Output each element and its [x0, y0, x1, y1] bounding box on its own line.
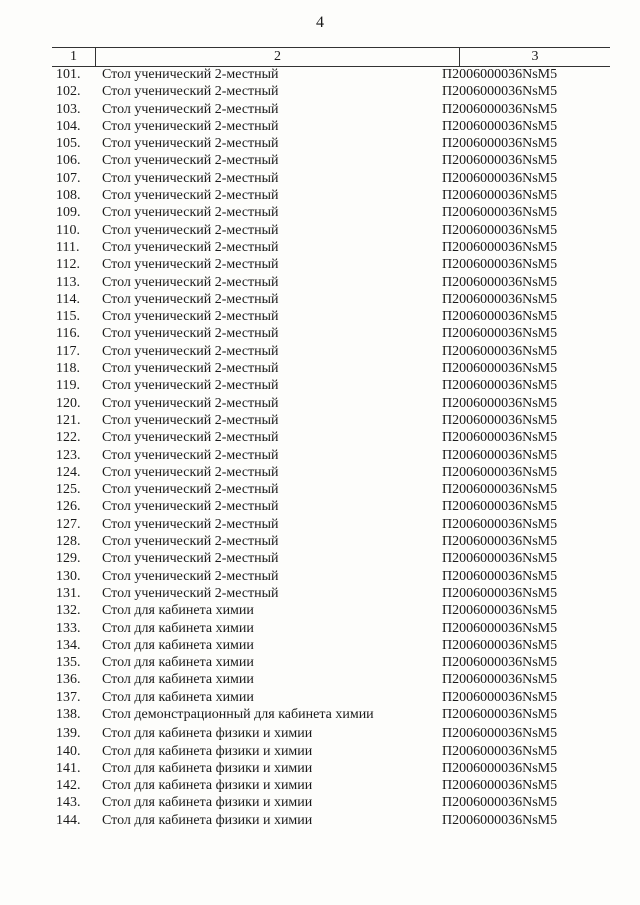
row-item-name: Стол ученический 2-местный — [102, 257, 279, 273]
table-row — [52, 498, 610, 515]
table-row — [52, 118, 610, 135]
table-row — [52, 794, 610, 811]
row-inventory-code: П2006000036NsM5 — [442, 447, 558, 463]
table-row — [52, 222, 610, 239]
row-inventory-code: П2006000036NsM5 — [442, 760, 558, 776]
row-item-name: Стол ученический 2-местный — [102, 291, 279, 307]
row-inventory-code: П2006000036NsM5 — [442, 464, 558, 480]
row-inventory-code: П2006000036NsM5 — [442, 153, 558, 169]
table-row — [52, 360, 610, 377]
row-number: 112. — [56, 257, 80, 273]
table-row — [52, 101, 610, 118]
row-number: 123. — [56, 447, 81, 463]
row-number: 128. — [56, 534, 81, 550]
row-inventory-code: П2006000036NsM5 — [442, 585, 558, 601]
row-inventory-code: П2006000036NsM5 — [442, 291, 558, 307]
row-item-name: Стол ученический 2-местный — [102, 395, 279, 411]
table-row — [52, 66, 610, 83]
row-item-name: Стол ученический 2-местный — [102, 568, 279, 584]
row-inventory-code: П2006000036NsM5 — [442, 743, 558, 759]
row-number: 130. — [56, 568, 81, 584]
table-row — [52, 585, 610, 602]
table-row — [52, 533, 610, 550]
table-row — [52, 620, 610, 637]
row-number: 114. — [56, 291, 80, 307]
table-row — [52, 187, 610, 204]
row-number: 136. — [56, 672, 81, 688]
row-item-name: Стол ученический 2-местный — [102, 101, 279, 117]
row-number: 125. — [56, 482, 81, 498]
row-item-name: Стол ученический 2-местный — [102, 499, 279, 515]
row-item-name: Стол ученический 2-местный — [102, 412, 279, 428]
row-item-name: Стол ученический 2-местный — [102, 585, 279, 601]
row-inventory-code: П2006000036NsM5 — [442, 343, 558, 359]
row-item-name: Стол ученический 2-местный — [102, 170, 279, 186]
row-number: 129. — [56, 551, 81, 567]
table-row — [52, 602, 610, 619]
row-item-name: Стол ученический 2-местный — [102, 136, 279, 152]
table-row — [52, 654, 610, 671]
table-row — [52, 743, 610, 760]
row-item-name: Стол ученический 2-местный — [102, 274, 279, 290]
row-number: 102. — [56, 84, 81, 100]
row-inventory-code: П2006000036NsM5 — [442, 620, 558, 636]
table-row — [52, 377, 610, 394]
row-item-name: Стол для кабинета физики и химии — [102, 743, 313, 759]
row-item-name: Стол для кабинета химии — [102, 689, 254, 705]
row-item-name: Стол для кабинета физики и химии — [102, 760, 313, 776]
row-item-name: Стол ученический 2-местный — [102, 118, 279, 134]
row-item-name: Стол ученический 2-местный — [102, 343, 279, 359]
row-number: 105. — [56, 136, 81, 152]
row-inventory-code: П2006000036NsM5 — [442, 516, 558, 532]
row-number: 137. — [56, 689, 81, 705]
row-item-name: Стол ученический 2-местный — [102, 239, 279, 255]
table-row — [52, 464, 610, 481]
row-item-name: Стол ученический 2-местный — [102, 188, 279, 204]
table-row — [52, 135, 610, 152]
table-row — [52, 447, 610, 464]
table-row — [52, 291, 610, 308]
row-number: 127. — [56, 516, 81, 532]
row-item-name: Стол ученический 2-местный — [102, 516, 279, 532]
row-number: 107. — [56, 170, 81, 186]
row-number: 135. — [56, 655, 81, 671]
row-item-name: Стол ученический 2-местный — [102, 361, 279, 377]
row-number: 106. — [56, 153, 81, 169]
row-inventory-code: П2006000036NsM5 — [442, 361, 558, 377]
table-row — [52, 325, 610, 342]
row-item-name: Стол ученический 2-местный — [102, 222, 279, 238]
row-inventory-code: П2006000036NsM5 — [442, 412, 558, 428]
table-row — [52, 706, 610, 723]
table-row — [52, 725, 610, 742]
row-inventory-code: П2006000036NsM5 — [442, 430, 558, 446]
row-inventory-code: П2006000036NsM5 — [442, 603, 558, 619]
row-inventory-code: П2006000036NsM5 — [442, 568, 558, 584]
table-row — [52, 83, 610, 100]
row-inventory-code: П2006000036NsM5 — [442, 395, 558, 411]
row-inventory-code: П2006000036NsM5 — [442, 205, 558, 221]
row-number: 139. — [56, 726, 81, 742]
row-number: 141. — [56, 760, 81, 776]
row-item-name: Стол для кабинета химии — [102, 603, 254, 619]
row-item-name: Стол для кабинета физики и химии — [102, 812, 313, 828]
row-number: 117. — [56, 343, 80, 359]
table-row — [52, 274, 610, 291]
row-number: 103. — [56, 101, 81, 117]
table-row — [52, 481, 610, 498]
row-number: 121. — [56, 412, 81, 428]
table-row — [52, 777, 610, 794]
row-item-name: Стол ученический 2-местный — [102, 205, 279, 221]
row-number: 116. — [56, 326, 80, 342]
row-number: 140. — [56, 743, 81, 759]
table-row — [52, 812, 610, 829]
table-row — [52, 152, 610, 169]
row-item-name: Стол для кабинета физики и химии — [102, 778, 313, 794]
table-row — [52, 689, 610, 706]
row-inventory-code: П2006000036NsM5 — [442, 67, 558, 82]
row-inventory-code: П2006000036NsM5 — [442, 136, 558, 152]
row-inventory-code: П2006000036NsM5 — [442, 309, 558, 325]
row-number: 115. — [56, 309, 80, 325]
row-item-name: Стол ученический 2-местный — [102, 309, 279, 325]
table-row — [52, 760, 610, 777]
row-number: 118. — [56, 361, 80, 377]
table-row — [52, 256, 610, 273]
row-number: 108. — [56, 188, 81, 204]
row-number: 113. — [56, 274, 80, 290]
table-row — [52, 412, 610, 429]
row-inventory-code: П2006000036NsM5 — [442, 655, 558, 671]
column-header-code: 3 — [531, 49, 539, 64]
row-inventory-code: П2006000036NsM5 — [442, 84, 558, 100]
row-number: 138. — [56, 706, 81, 722]
row-number: 143. — [56, 795, 81, 811]
row-item-name: Стол для кабинета химии — [102, 672, 254, 688]
row-number: 119. — [56, 378, 80, 394]
row-item-name: Стол для кабинета физики и химии — [102, 795, 313, 811]
row-inventory-code: П2006000036NsM5 — [442, 239, 558, 255]
row-inventory-code: П2006000036NsM5 — [442, 482, 558, 498]
row-number: 109. — [56, 205, 81, 221]
row-inventory-code: П2006000036NsM5 — [442, 778, 558, 794]
row-inventory-code: П2006000036NsM5 — [442, 534, 558, 550]
row-inventory-code: П2006000036NsM5 — [442, 795, 558, 811]
row-number: 101. — [56, 67, 81, 82]
table-row — [52, 170, 610, 187]
table-row — [52, 204, 610, 221]
row-inventory-code: П2006000036NsM5 — [442, 101, 558, 117]
row-inventory-code: П2006000036NsM5 — [442, 378, 558, 394]
table-row — [52, 516, 610, 533]
row-inventory-code: П2006000036NsM5 — [442, 118, 558, 134]
table-row — [52, 343, 610, 360]
row-item-name: Стол ученический 2-местный — [102, 430, 279, 446]
row-number: 104. — [56, 118, 81, 134]
row-item-name: Стол ученический 2-местный — [102, 551, 279, 567]
row-number: 134. — [56, 637, 81, 653]
row-number: 124. — [56, 464, 81, 480]
table-body — [52, 66, 610, 829]
row-item-name: Стол ученический 2-местный — [102, 464, 279, 480]
row-item-name: Стол ученический 2-местный — [102, 378, 279, 394]
row-number: 126. — [56, 499, 81, 515]
row-number: 144. — [56, 812, 81, 828]
row-inventory-code: П2006000036NsM5 — [442, 706, 558, 722]
column-header-number: 1 — [52, 48, 96, 66]
table-row — [52, 550, 610, 567]
table-row — [52, 308, 610, 325]
table-row — [52, 637, 610, 654]
row-inventory-code: П2006000036NsM5 — [442, 812, 558, 828]
row-inventory-code: П2006000036NsM5 — [442, 188, 558, 204]
row-item-name: Стол ученический 2-местный — [102, 326, 279, 342]
table-row — [52, 429, 610, 446]
row-item-name: Стол ученический 2-местный — [102, 447, 279, 463]
row-inventory-code: П2006000036NsM5 — [442, 689, 558, 705]
row-item-name: Стол ученический 2-местный — [102, 482, 279, 498]
table-row — [52, 568, 610, 585]
row-item-name: Стол для кабинета химии — [102, 655, 254, 671]
row-item-name: Стол для кабинета физики и химии — [102, 726, 313, 742]
row-item-name: Стол ученический 2-местный — [102, 534, 279, 550]
row-inventory-code: П2006000036NsM5 — [442, 326, 558, 342]
row-number: 111. — [56, 239, 80, 255]
row-inventory-code: П2006000036NsM5 — [442, 257, 558, 273]
row-number: 133. — [56, 620, 81, 636]
row-inventory-code: П2006000036NsM5 — [442, 672, 558, 688]
row-inventory-code: П2006000036NsM5 — [442, 726, 558, 742]
row-item-name: Стол ученический 2-местный — [102, 153, 279, 169]
column-header-name: 2 — [96, 48, 460, 66]
row-inventory-code: П2006000036NsM5 — [442, 637, 558, 653]
row-inventory-code: П2006000036NsM5 — [442, 499, 558, 515]
row-inventory-code: П2006000036NsM5 — [442, 170, 558, 186]
page-number: 4 — [316, 14, 324, 31]
table-row — [52, 395, 610, 412]
table-row — [52, 239, 610, 256]
row-item-name: Стол ученический 2-местный — [102, 67, 279, 82]
row-number: 131. — [56, 585, 81, 601]
row-item-name: Стол демонстрационный для кабинета химии — [102, 706, 374, 722]
row-item-name: Стол ученический 2-местный — [102, 84, 279, 100]
row-item-name: Стол для кабинета химии — [102, 620, 254, 636]
row-number: 110. — [56, 222, 80, 238]
row-item-name: Стол для кабинета химии — [102, 637, 254, 653]
row-number: 120. — [56, 395, 81, 411]
table-row — [52, 671, 610, 688]
row-inventory-code: П2006000036NsM5 — [442, 274, 558, 290]
row-number: 142. — [56, 778, 81, 794]
row-number: 132. — [56, 603, 81, 619]
row-inventory-code: П2006000036NsM5 — [442, 222, 558, 238]
table-header — [52, 47, 610, 67]
row-inventory-code: П2006000036NsM5 — [442, 551, 558, 567]
row-number: 122. — [56, 430, 81, 446]
